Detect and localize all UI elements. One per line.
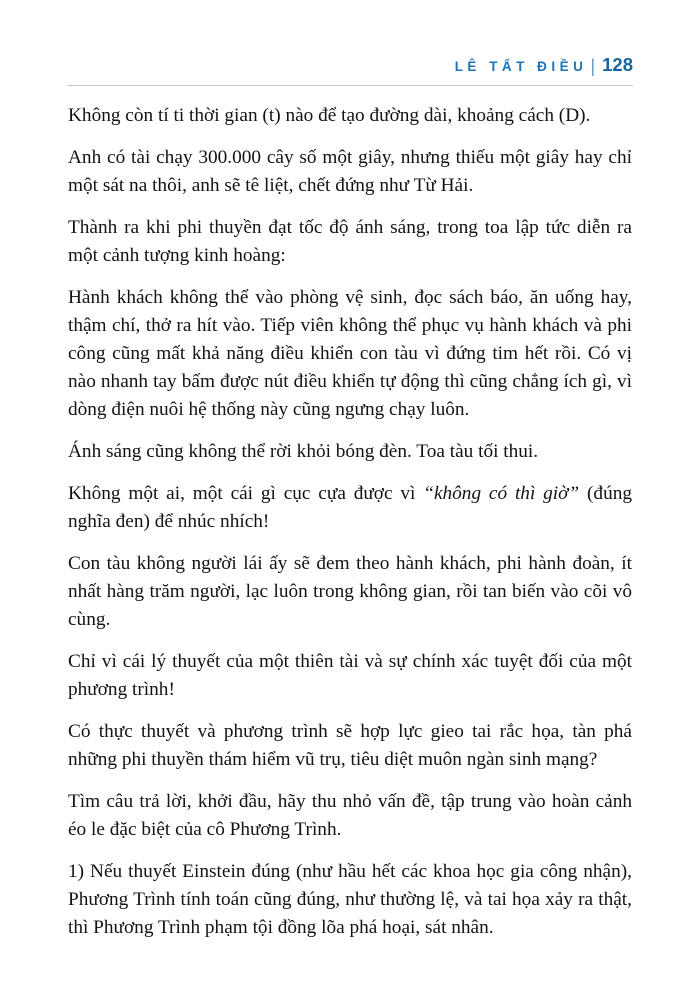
- text-run: (đúng nghĩa đen) để nhúc nhích!: [68, 483, 632, 532]
- paragraph: [68, 858, 632, 942]
- header-separator: |: [590, 56, 596, 76]
- text-run: 1) Nếu thuyết Einstein đúng (như hầu hết các khoa học gia công nhận), Phương Trình tính toán cũng đúng, như thường lệ, và tai họa xảy ra thật, thì Phương Trình phạm tội đồng lõa phá hoại, sát nhân.: [68, 861, 632, 938]
- text-run: Hành khách không thể vào phòng vệ sinh, đọc sách báo, ăn uống hay, thậm chí, thở ra hít vào. Tiếp viên không thể phục vụ hành khách và phi công cũng mất khả năng điều khiển con tàu vì đứng tim hết rồi. Có vị nào nhanh tay bấm được nút điều khiển tự động thì cũng chẳng ích gì, vì dòng điện nuôi hệ thống này cũng ngưng chạy luôn.: [68, 287, 632, 420]
- paragraph: [68, 284, 632, 424]
- author-name: LÊ TẤT ĐIỀU: [454, 59, 588, 74]
- text-run: Không một ai, một cái gì cục cựa được vì: [68, 483, 424, 504]
- text-run: Ánh sáng cũng không thể rời khỏi bóng đèn. Toa tàu tối thui.: [68, 441, 539, 462]
- running-header: [67, 54, 633, 76]
- text-run: Thành ra khi phi thuyền đạt tốc độ ánh sáng, trong toa lập tức diễn ra một cảnh tượng kinh hoàng:: [68, 217, 632, 266]
- paragraph: [68, 214, 632, 270]
- text-run: Tìm câu trả lời, khởi đầu, hãy thu nhỏ vấn đề, tập trung vào hoàn cảnh éo le đặc biệt của cô Phương Trình.: [68, 791, 632, 840]
- text-run: Không còn tí ti thời gian (t) nào để tạo đường dài, khoảng cách (D).: [68, 105, 591, 126]
- text-run: Chỉ vì cái lý thuyết của một thiên tài và sự chính xác tuyệt đối của một phương trình!: [68, 651, 632, 700]
- text-run: Anh có tài chạy 300.000 cây số một giây, nhưng thiếu một giây hay chỉ một sát na thôi, anh sẽ tê liệt, chết đứng như Từ Hải.: [68, 147, 632, 196]
- text-run: Con tàu không người lái ấy sẽ đem theo hành khách, phi hành đoàn, ít nhất hàng trăm người, lạc luôn trong không gian, rồi tan biến vào cõi vô cùng.: [68, 553, 632, 630]
- paragraph: [68, 718, 632, 774]
- text-run: Có thực thuyết và phương trình sẽ hợp lực gieo tai rắc họa, tàn phá những phi thuyền thám hiểm vũ trụ, tiêu diệt muôn ngàn sinh mạng?: [68, 721, 632, 770]
- italic-text-run: “không có thì giờ”: [423, 483, 580, 504]
- paragraph: [68, 102, 632, 130]
- header-rule: [67, 85, 633, 86]
- paragraph: [68, 648, 632, 704]
- paragraph: [68, 438, 632, 466]
- paragraph: [68, 144, 632, 200]
- paragraph: [68, 480, 632, 536]
- paragraph: [68, 550, 632, 634]
- page-number: 128: [602, 54, 633, 75]
- page-body: [68, 102, 632, 956]
- paragraph: [68, 788, 632, 844]
